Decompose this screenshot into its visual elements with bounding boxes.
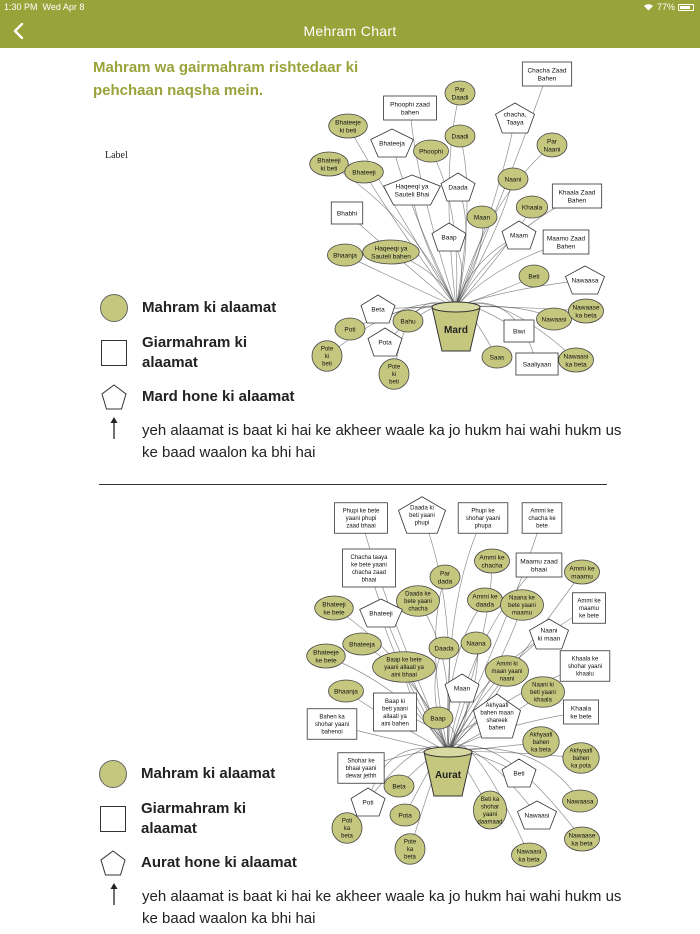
node-label: shohar yaani [567, 664, 603, 671]
battery-icon [678, 4, 694, 11]
legend-mahram-label: Mahram ki alaamat [142, 299, 277, 316]
mahram-circle-icon [100, 294, 128, 322]
node-label: yaani allaati ya [384, 665, 424, 672]
node-label: Pote [320, 346, 334, 353]
status-time-date [4, 0, 84, 14]
node-label: Poti [362, 799, 374, 807]
node-label: naani [499, 676, 515, 683]
node-label: bete yaani [404, 599, 432, 606]
node-label: Akhyaafi [569, 748, 593, 755]
node-label: Poti [344, 326, 356, 334]
node-label: Bhateeje [335, 119, 361, 127]
root-label: Mard [444, 325, 468, 336]
node-label: Bhateeji [369, 610, 393, 618]
node-label: Ammi ke [530, 508, 554, 515]
node-label: Bhateeja [349, 641, 375, 649]
legend-note-bottom: yeh alaamat is baat ki hai ke akheer waale ka jo hukm hai wahi hukm us ke baad waalon ka bhi hai [142, 888, 622, 927]
node-label: beti yaani [530, 690, 556, 697]
status-bar [0, 0, 700, 14]
node-akhyaafi-bahen-ka-pota [563, 743, 599, 774]
node-label: Naani [540, 627, 558, 635]
node-label: Daada ki [410, 505, 434, 512]
node-label: Pota [398, 812, 412, 820]
node-nawaase-ka-beta [564, 827, 599, 851]
node-label: Bahen [556, 243, 576, 251]
node-label: maamu [571, 573, 593, 581]
node-label: Par [546, 138, 558, 146]
node-label: ke bete [570, 713, 592, 721]
node-bhateeje-ke-bete [307, 644, 346, 668]
node-label: Biwi [513, 328, 525, 336]
node-label: aini bhaai [391, 672, 417, 679]
node-label: phupa [474, 523, 492, 530]
node-label: bhaai yaani [345, 766, 377, 773]
node-label: Bahen ka [319, 714, 345, 721]
node-label: ki beti [339, 127, 357, 135]
node-nawaasi-ka-beta [511, 843, 546, 867]
node-label: bahenoi [321, 729, 343, 736]
battery-percent: 77% [656, 2, 675, 12]
root-pot-rim [424, 747, 472, 757]
node-label: dewar jethh [345, 773, 377, 780]
node-label: khaala [534, 697, 552, 704]
root-pot-rim [432, 302, 480, 312]
node-label: Chacha taaya [350, 554, 388, 561]
node-label: beta [341, 833, 353, 840]
node-label: Daadi [451, 94, 469, 102]
node-label: Ammi ke [472, 593, 498, 601]
node-label: Akhyaafi [529, 732, 553, 739]
node-nawaasi-ka-beta [558, 348, 593, 372]
node-baap-ke-bete-yaani-allaati-ya-aini-bhaai [373, 652, 436, 683]
node-label: Ammi ke [577, 598, 601, 605]
node-label: bete [536, 523, 548, 530]
node-bhateeji [345, 161, 384, 183]
status-date: Wed Apr 8 [42, 2, 85, 12]
node-label: Naani [504, 176, 522, 184]
node-chacha-taaya [495, 103, 534, 133]
node-label: Maan [473, 214, 491, 222]
node-label: Bhateeja [379, 140, 405, 148]
node-label: Taaya [506, 119, 524, 127]
node-baap-ki-beti-yaani-allaati-ya-aini-bahen [374, 693, 417, 731]
nav-bar [0, 14, 700, 48]
node-label: Par [439, 570, 451, 578]
node-label: Beti [513, 770, 525, 778]
node-label: Nawaase [572, 304, 600, 312]
node-label: maamu [578, 606, 600, 613]
node-label: Ammi ki [496, 661, 518, 668]
node-par-dada [430, 565, 460, 589]
node-label: beti yaani [409, 513, 435, 520]
node-label: daamaad [477, 819, 503, 826]
node-khaala [516, 196, 547, 218]
tree-root-pot [424, 747, 472, 796]
tree-nodes [310, 62, 605, 389]
node-label: ki [324, 354, 330, 361]
node-par-daadi [445, 81, 475, 105]
node-label: Naana [466, 640, 486, 648]
legend-mahram-top [100, 294, 276, 322]
node-label: Khaala [570, 705, 592, 713]
node-label: Saaliyaan [522, 361, 552, 369]
node-label: bahen [400, 109, 420, 117]
node-label: zaad bhaai [346, 523, 376, 530]
node-ammi-ke-maamu-ke-bete [572, 593, 605, 624]
node-label: Maamo Zaad [546, 235, 586, 243]
node-poti [351, 788, 385, 816]
node-poti [335, 318, 365, 340]
node-label: ka beta [518, 856, 540, 864]
wifi-icon [643, 3, 654, 11]
node-label: ka beta [571, 840, 593, 848]
label-text: Label [105, 150, 128, 161]
root-label: Aurat [434, 770, 462, 781]
node-label: beta [404, 854, 416, 861]
node-saaliyaan [516, 353, 558, 375]
node-bhateeji-ki-beti [310, 152, 349, 176]
node-pota [390, 804, 420, 826]
node-label: Akhyaafi [485, 702, 509, 709]
node-label: chacha zaad [351, 569, 387, 576]
tree-root-pot [432, 302, 480, 351]
node-label: Bhateeji [317, 157, 341, 165]
node-naani [498, 168, 528, 190]
node-daadi [445, 125, 475, 147]
node-label: chacha [481, 562, 503, 570]
node-phupi-ke-shohar-yaani-phupa [458, 503, 508, 534]
gairmahram-square-icon [101, 340, 127, 366]
node-label: khaalu [576, 671, 594, 678]
node-pote-ka-beta [395, 834, 425, 865]
node-label: Nawaasi [541, 316, 567, 324]
node-label: Saas [489, 354, 505, 362]
node-label: Sauteli Bhai [394, 191, 430, 199]
node-label: Bahen [537, 75, 557, 83]
node-label: Daada ke [405, 591, 431, 598]
node-label: Maamu zaad [520, 558, 558, 566]
legend-gender-top [100, 383, 295, 411]
node-label: maamu [511, 610, 533, 617]
node-label: Bhabhi [336, 210, 358, 218]
node-label: ka pota [571, 763, 591, 770]
node-label: shohar yaani [465, 516, 501, 523]
node-label: ke bete [315, 657, 337, 665]
node-shohar-ke-bhaai-yaani-dewar-jethh [338, 753, 384, 784]
node-pote-ki-beti [312, 341, 342, 372]
node-label: ka beta [531, 747, 551, 754]
node-nawaasi [536, 308, 571, 330]
node-label: Phoophi zaad [390, 101, 430, 109]
node-label: Bhateeji [322, 601, 346, 609]
node-label: Ammi ke [479, 554, 505, 562]
gairmahram-square-icon [100, 806, 126, 832]
node-ammi-ke-daada [467, 588, 502, 612]
node-label: ke bete [323, 609, 345, 617]
node-label: Daadi [451, 133, 469, 141]
node-label: Bhaanja [333, 252, 357, 260]
legend-gender-label: Mard hone ki alaamat [142, 388, 295, 405]
node-label: Poti [341, 818, 353, 825]
node-label: Phupi ke [471, 508, 495, 515]
node-label: ke bete yaani [351, 562, 387, 569]
nav-title: Mehram Chart [303, 23, 397, 39]
node-label: Khaala Zaad [558, 189, 596, 197]
node-nawaase-ka-beta [568, 299, 603, 323]
node-label: Naani [543, 146, 561, 154]
node-label: Chacha Zaad [527, 67, 567, 75]
node-label: shareek [486, 717, 508, 724]
node-label: bahen maan [480, 710, 514, 717]
node-khaala-ke-shohar-yaani-khaalu [560, 651, 610, 682]
node-label: Phupi ke bete [342, 508, 380, 515]
node-label: Bahen [567, 197, 587, 205]
node-label: chacha ke [528, 516, 556, 523]
node-label: maan yaani [491, 669, 523, 676]
node-ammi-ke-chacha-ke-bete [522, 503, 562, 534]
node-label: Haqeeqi ya [395, 183, 429, 191]
legend-mahram-bottom [99, 760, 275, 788]
node-bahu [393, 310, 423, 332]
node-beti [502, 759, 536, 787]
node-naani-ki-beti-yaani-khaala [522, 677, 565, 708]
node-label: Baap ki [384, 698, 406, 705]
node-maam [502, 221, 536, 249]
node-label: Nawaase [568, 832, 596, 840]
node-maamu-zaad-bhaai [516, 553, 562, 577]
node-label: dada [437, 578, 453, 586]
legend-gairmahram-top [101, 333, 292, 373]
node-chacha-zaad-bahen [522, 62, 571, 86]
node-saas [482, 346, 512, 368]
node-label: Par [454, 86, 466, 94]
node-phoophi [413, 140, 448, 162]
node-label: beti [389, 379, 399, 386]
node-label: ka [406, 847, 414, 854]
node-label: Maan [453, 685, 471, 693]
node-label: daada [475, 601, 495, 609]
status-right [643, 0, 694, 14]
node-baap [432, 223, 466, 251]
node-khaala-zaad-bahen [552, 184, 601, 208]
node-label: ka [343, 826, 351, 833]
tree-nodes [307, 497, 610, 867]
node-label: bete yaani [508, 603, 536, 610]
node-label: Ammi ke [569, 565, 595, 573]
node-daada-ke-bete-yaani-chacha [397, 586, 440, 617]
node-label: chacha, [503, 111, 527, 119]
status-time: 1:30 PM [4, 2, 38, 12]
node-label: Bhaanja [334, 688, 358, 696]
node-label: Baap ke bete [386, 657, 422, 664]
node-label: ke bete [579, 613, 599, 620]
node-ammi-ke-maamu [564, 560, 599, 584]
node-ammi-ke-chacha [474, 549, 509, 573]
page-heading: Mahram wa gairmahram rishtedaar ki pehchaan naqsha mein. [93, 59, 359, 99]
legend-mahram-label: Mahram ki alaamat [141, 765, 276, 782]
node-label: beti yaani [382, 706, 408, 713]
node-label: Sauteli bahen [371, 253, 411, 261]
legend-gender-label: Aurat hone ki alaamat [141, 854, 297, 871]
node-label: Pota [378, 339, 392, 347]
legend-note-top: yeh alaamat is baat ki hai ke akheer waale ka jo hukm hai wahi hukm us ke baad waalon ka bhi hai [142, 422, 622, 461]
node-daada [441, 173, 475, 201]
node-label: Nawaasi [516, 848, 542, 856]
node-haqeeqi-ya-sauteli-bhai [384, 175, 441, 205]
node-label: Beti [528, 273, 540, 281]
node-label: bhaai [361, 577, 377, 584]
node-maan [467, 206, 497, 228]
node-label: aini bahen [381, 721, 409, 728]
node-bhaanja [327, 244, 362, 266]
arrow-up-icon [108, 882, 120, 906]
node-chacha-taaya-ke-bete-yaani-chacha-zaad-bhaai [343, 549, 396, 587]
node-beta [361, 295, 395, 323]
node-bhateeje-ki-beti [329, 114, 368, 138]
node-label: ki beti [320, 165, 338, 173]
node-label: Pote [387, 364, 401, 371]
node-label: Beta [392, 783, 406, 791]
node-label: Shohar ke [347, 758, 375, 765]
node-bhateeji [360, 599, 403, 627]
legend-gairmahram-label: Giarmahram ki alaamat [142, 334, 248, 371]
node-label: Nawaasi [563, 353, 589, 361]
node-nawaasa [562, 790, 597, 812]
node-daada [429, 637, 459, 659]
node-nawaasa [565, 266, 604, 294]
node-label: Naani ki [532, 682, 554, 689]
node-naana [461, 632, 491, 654]
node-baap [423, 707, 453, 729]
node-label: ki maan [537, 635, 561, 643]
node-beti-ka-shohar-yaani-daamaad [473, 791, 506, 829]
pentagon-icon [99, 849, 127, 877]
node-phupi-ke-bete-yaani-phupi-zaad-bhaai [335, 503, 388, 534]
node-maan [445, 674, 479, 702]
node-label: allaati ya [383, 713, 407, 720]
node-label: Daada [448, 184, 468, 192]
divider [99, 484, 607, 485]
node-label: Daada [434, 645, 454, 653]
node-bhateeja [343, 633, 382, 655]
node-akhyaafi-bahen-ka-beta [523, 727, 559, 758]
node-bhabhi [331, 202, 362, 224]
node-label: Bhateeji [352, 169, 376, 177]
node-label: Bhateeje [313, 649, 339, 657]
node-label: Pote [403, 839, 417, 846]
arrow-up-icon [108, 416, 120, 440]
node-label: Baap [430, 715, 446, 723]
node-label: ka beta [575, 312, 597, 320]
node-bhaanja [328, 680, 363, 702]
node-phoophi-zaad-bahen [384, 96, 437, 120]
node-poti-ka-beta [332, 813, 362, 844]
node-label: bahen [572, 756, 590, 763]
node-label: Baap [441, 234, 457, 242]
node-label: Khaala ke [571, 656, 599, 663]
node-label: bahen [532, 740, 550, 747]
node-label: yaani [482, 811, 498, 818]
node-maamo-zaad-bahen [543, 230, 589, 254]
node-biwi [504, 320, 534, 342]
legend-gairmahram-bottom [100, 799, 291, 839]
node-daada-ki-beti-yaani-phupi [399, 497, 446, 534]
node-nawaasi [517, 801, 556, 829]
node-pote-ki-beti [379, 359, 409, 390]
node-label: beti [322, 361, 332, 368]
node-bhateeja [371, 129, 414, 157]
node-label: phupi [414, 520, 430, 527]
node-beta [384, 775, 414, 797]
pentagon-icon [100, 383, 128, 411]
node-bahen-ka-shohar-yaani-bahenoi [307, 709, 357, 740]
legend-gender-bottom [99, 849, 297, 877]
node-label: Khaala [521, 204, 543, 212]
node-bhateeji-ke-bete [315, 596, 354, 620]
node-naana-ke-bete-yaani-maamu [501, 590, 544, 621]
node-label: Haqeeqi ya [374, 245, 408, 253]
legend-gairmahram-label: Giarmahram ki alaamat [141, 800, 247, 837]
node-label: shohar [480, 804, 500, 811]
node-label: Phoophi [419, 148, 443, 156]
node-label: ki [391, 372, 397, 379]
node-beti [519, 265, 549, 287]
node-label: yaani phupi [345, 516, 377, 523]
node-label: Nawaasa [566, 798, 594, 806]
node-label: bhaai [531, 566, 547, 574]
node-ammi-ki-maan-yaani-naani [486, 656, 529, 687]
node-label: Nawaasi [524, 812, 550, 820]
node-label: shohar yaani [314, 722, 350, 729]
node-label: Maam [509, 232, 529, 240]
node-label: chacha [408, 606, 428, 613]
node-label: Beta [371, 306, 385, 314]
node-label: Naana ke [509, 595, 535, 602]
node-label: Beti ka [480, 796, 500, 803]
node-label: ka beta [565, 361, 587, 369]
node-label: Nawaasa [571, 277, 599, 285]
node-haqeeqi-ya-sauteli-bahen [363, 240, 419, 264]
node-par-naani [537, 133, 567, 157]
node-label: bahen [488, 725, 506, 732]
mahram-circle-icon [99, 760, 127, 788]
node-khaala-ke-bete [563, 700, 598, 724]
node-label: Bahu [400, 318, 416, 326]
